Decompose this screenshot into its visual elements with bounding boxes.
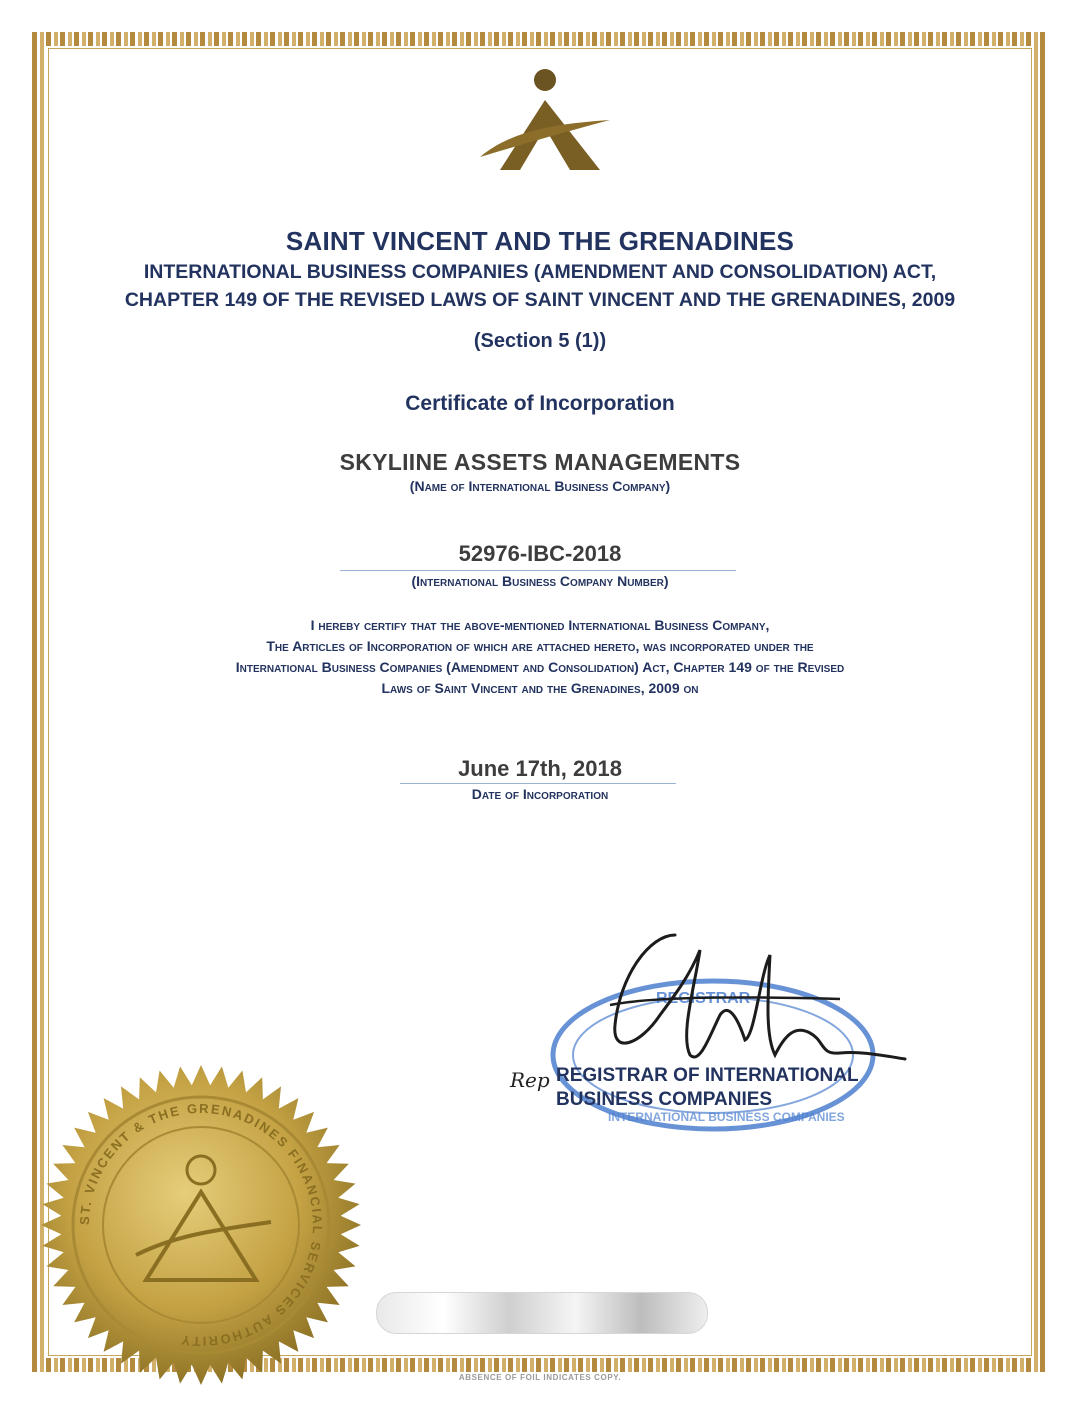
stamp-bottom-text: INTERNATIONAL BUSINESS COMPANIES (608, 1110, 845, 1124)
certification-statement (0, 615, 1080, 699)
act-title (0, 258, 1080, 314)
certificate-title: Certificate of Incorporation (405, 392, 675, 415)
gold-seal-icon (36, 1060, 366, 1390)
company-name-caption: (Name of International Business Company) (409, 478, 671, 494)
act-title-line: CHAPTER 149 OF THE REVISED LAWS OF SAINT VINCENT AND THE GRENADINES, 2009 (124, 289, 956, 311)
incorporation-date-underline (400, 783, 676, 784)
registrar-title-line: BUSINESS COMPANIES (556, 1089, 773, 1110)
company-number-caption: (International Business Company Number) (411, 573, 669, 589)
foil-notice: ABSENCE OF FOIL INDICATES COPY. (458, 1373, 622, 1382)
registrar-initials: Rep (510, 1068, 550, 1092)
company-number-underline (340, 570, 736, 571)
emblem-logo-icon (470, 62, 620, 182)
hologram-strip (376, 1292, 708, 1334)
act-title-line: INTERNATIONAL BUSINESS COMPANIES (AMENDMENT AND CONSOLIDATION) ACT, (143, 261, 937, 283)
seal-ring-text: ST. VINCENT & THE GRENADINES FINANCIAL SERVICES AUTHORITY (76, 1100, 326, 1350)
section-reference: (Section 5 (1)) (473, 330, 607, 352)
registrar-title-line: REGISTRAR OF INTERNATIONAL (556, 1065, 859, 1086)
company-number: 52976-IBC-2018 (458, 541, 622, 566)
company-name: SKYLIINE ASSETS MANAGEMENTS (339, 449, 741, 475)
certification-line: The Articles of Incorporation of which are attached hereto, was incorporated under the (266, 638, 814, 654)
stamp-text: REGISTRAR (656, 990, 751, 1007)
registrar-title (556, 1064, 859, 1112)
country-title: SAINT VINCENT AND THE GRENADINES (285, 226, 795, 256)
incorporation-date: June 17th, 2018 (458, 756, 622, 781)
incorporation-date-caption: Date of Incorporation (471, 786, 609, 802)
certification-line: Laws of Saint Vincent and the Grenadines, 2009 on (381, 680, 699, 696)
certification-line: I hereby certify that the above-mentioned International Business Company, (310, 617, 770, 633)
certification-line: International Business Companies (Amendment and Consolidation) Act, Chapter 149 of the Revised (235, 659, 845, 675)
